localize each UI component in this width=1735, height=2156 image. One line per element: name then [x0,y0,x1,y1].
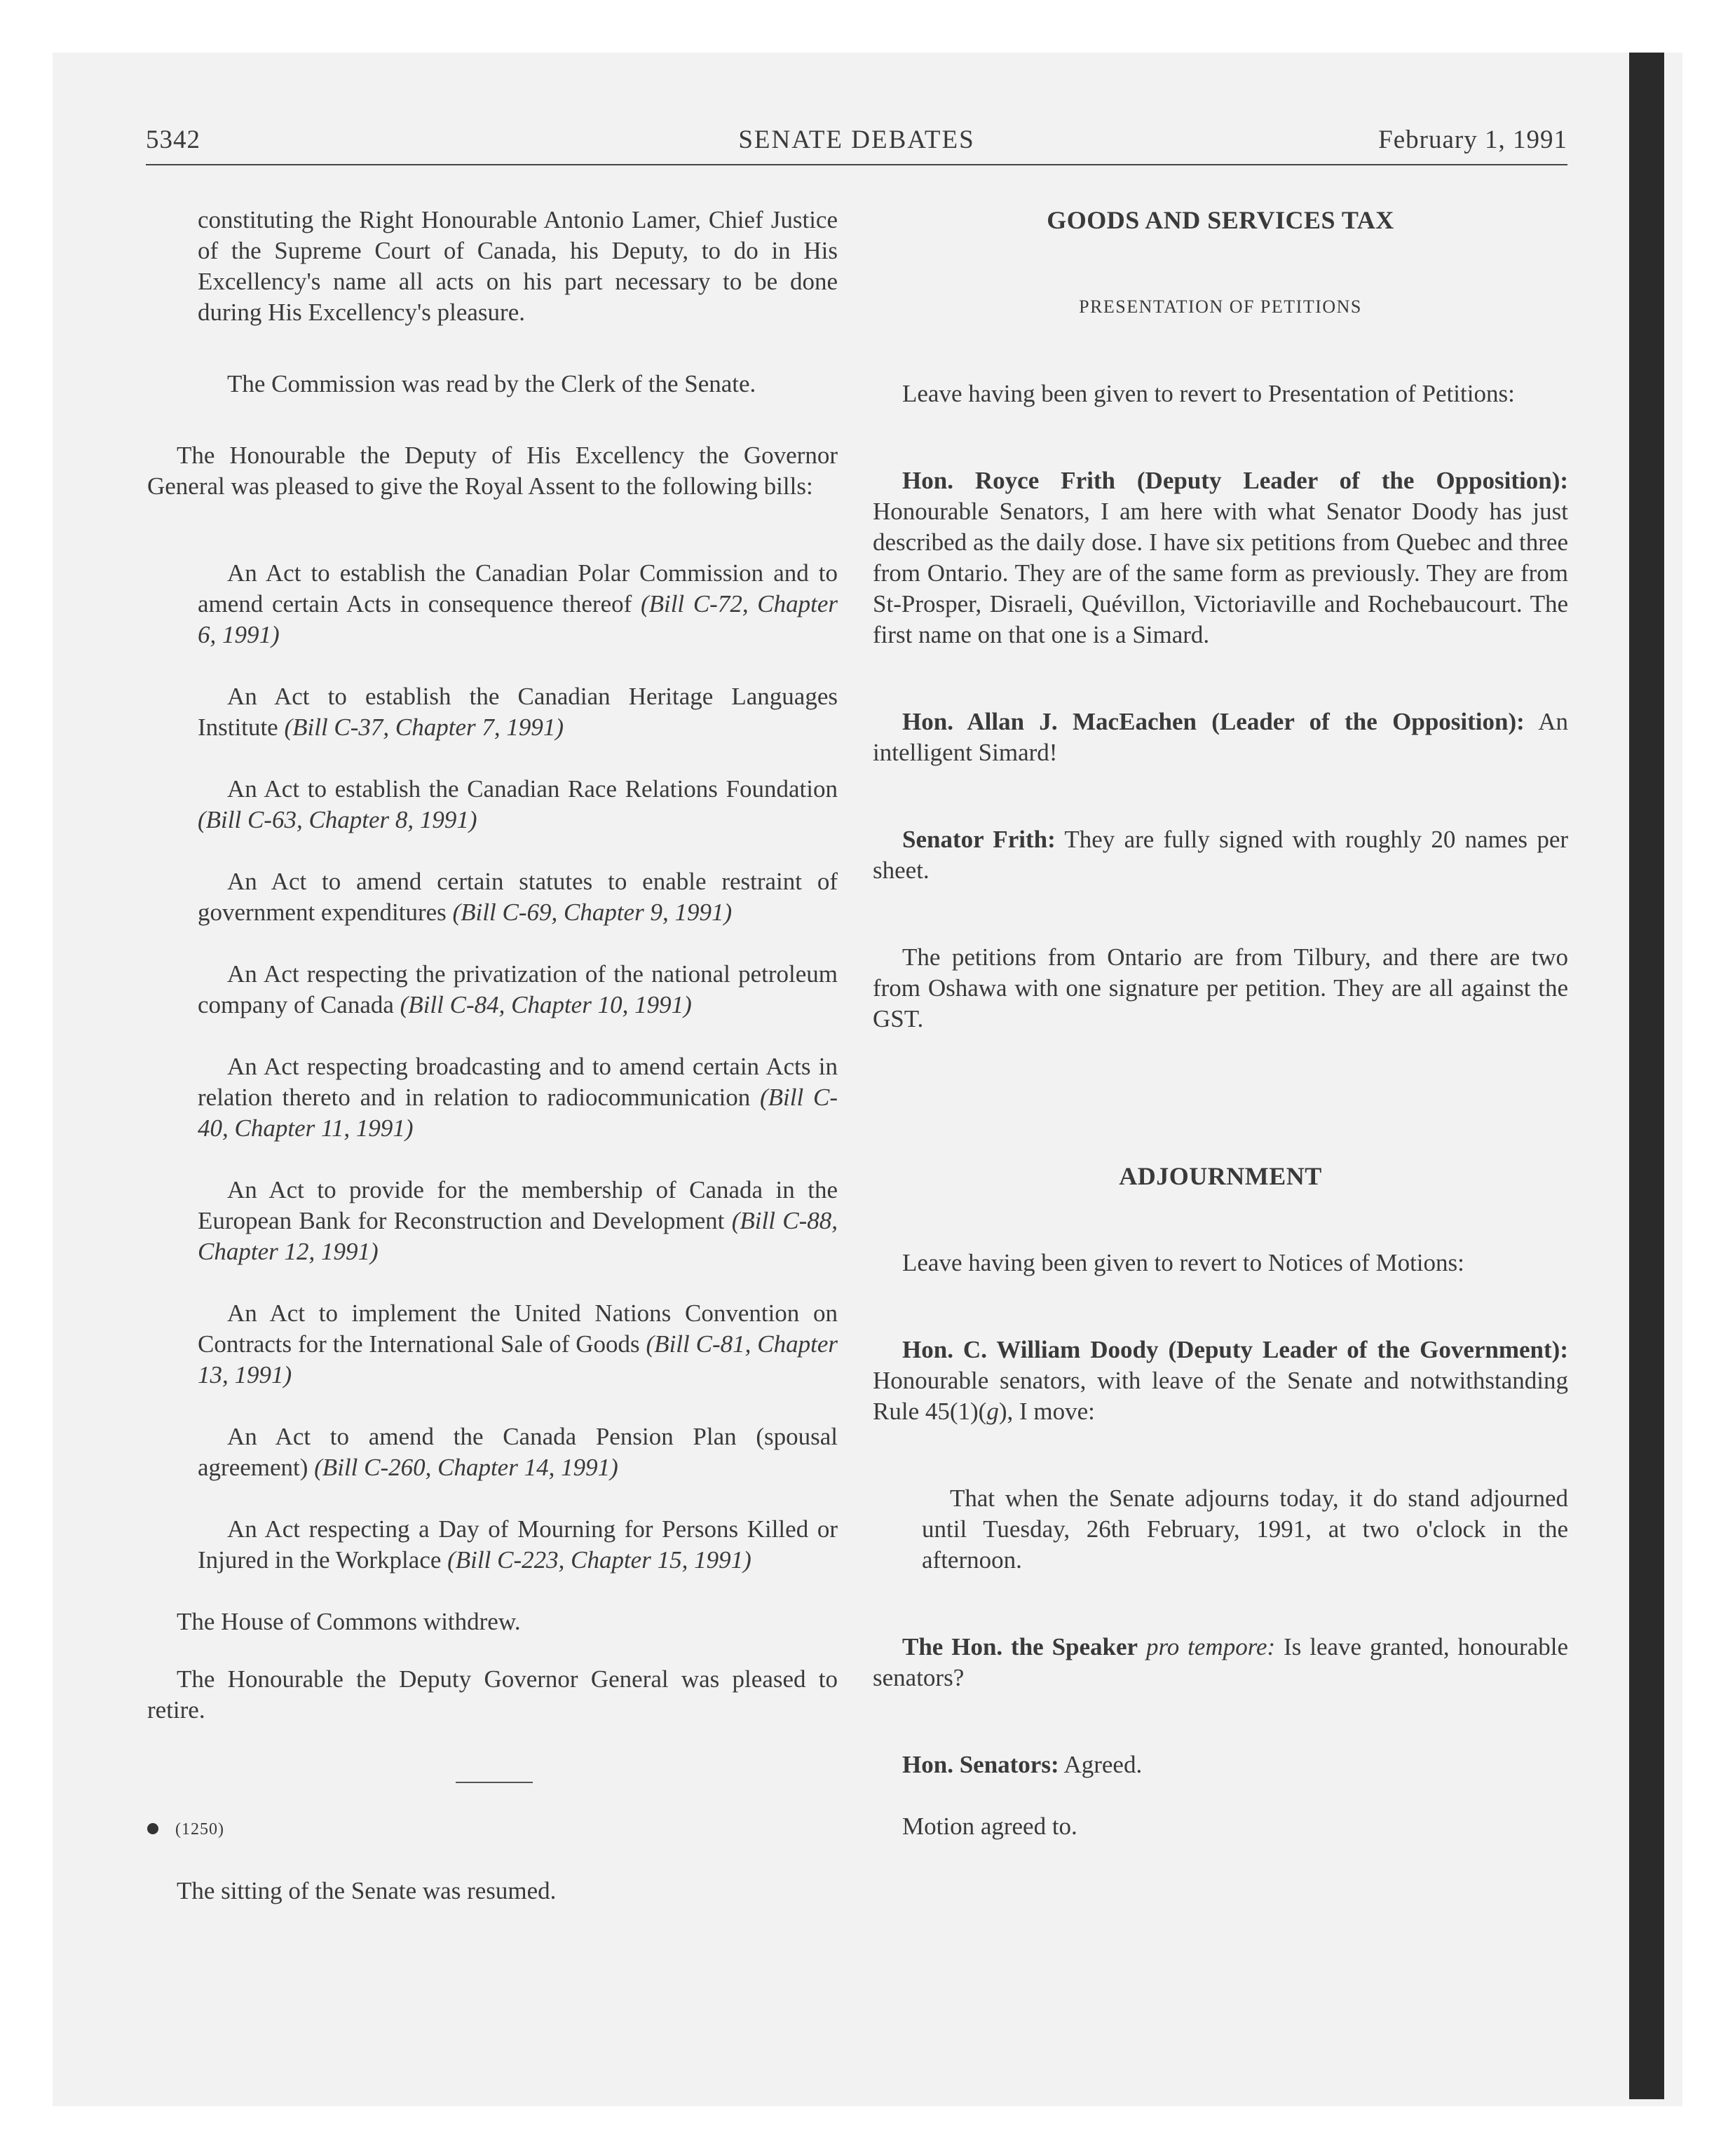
bill-item [198,866,838,928]
speaker-name: Hon. Royce Frith (Deputy Leader of the Opposition): [902,467,1568,494]
statement-text: They are fully signed with roughly 20 names per sheet. [873,826,1569,884]
governor-retire-paragraph: The Honourable the Deputy Governor General was pleased to retire. [147,1665,838,1724]
bill-title: An Act to establish the Canadian Heritage Languages Institute [198,683,838,741]
bill-reference: (Bill C-40, Chapter 11, 1991) [198,1084,838,1142]
bill-title: An Act to implement the United Nations Convention on Contracts for the International Sale of Goods [198,1299,838,1358]
bill-reference: (Bill C-81, Chapter 13, 1991) [198,1330,838,1389]
bill-reference: (Bill C-72, Chapter 6, 1991) [198,590,838,648]
maceachen-statement [873,707,1568,768]
section-subheading-petitions: PRESENTATION OF PETITIONS [1079,296,1362,317]
speaker-name: Senator Frith: [902,826,1056,853]
frith-statement [873,465,1568,650]
bill-title: An Act respecting the privatization of the national petroleum company of Canada [198,960,838,1018]
speaker-name: The Hon. the Speaker [902,1633,1138,1660]
scan-edge-bar [1629,53,1664,2099]
page-number: 5342 [146,125,200,154]
statement-text: Is leave granted, honourable senators? [873,1633,1568,1691]
statement-text-a: Honourable senators, with leave of the Senate and notwithstanding Rule 45(1)( [873,1367,1568,1425]
bill-item [198,1175,838,1267]
statement-text-g: g [986,1398,999,1425]
speaker-name: Hon. Senators: [902,1751,1059,1778]
commission-paragraph: constituting the Right Honourable Antonio Lamer, Chief Justice of the Supreme Court of Canada, his Deputy, to do in His Excellency's name all acts on his part necessary to be done during His Excellency's pleasure. [198,206,838,326]
section-divider [456,1782,533,1783]
statement-text: Agreed. [1059,1751,1143,1778]
commission-read-paragraph: The Commission was read by the Clerk of the Senate. [227,370,756,397]
bill-title: An Act respecting a Day of Mourning for Persons Killed or Injured in the Workplace [198,1515,838,1574]
commons-withdrew-paragraph: The House of Commons withdrew. [177,1608,521,1635]
header-rule [146,164,1567,165]
section-heading-adjournment: ADJOURNMENT [1119,1162,1322,1190]
bullet-icon [147,1823,158,1834]
right-column [873,205,1568,1842]
bill-title: An Act to establish the Canadian Race Relations Foundation [227,775,838,803]
statement-text: Honourable Senators, I am here with what Senator Doody has just described as the daily dose. I have six petitions from Quebec and three from Ontario. They are of the same form as previously. They are from St-Prosper, Disraeli, Quévillon, Victoriaville and Rochebaucourt. The first name on that one is a Simard. [873,498,1568,648]
bill-item [198,959,838,1021]
bill-title: An Act to establish the Canadian Polar Commission and to amend certain Acts in consequence thereof [198,559,838,618]
bill-reference: (Bill C-69, Chapter 9, 1991) [452,899,733,926]
section-heading-gst: GOODS AND SERVICES TAX [1047,206,1394,234]
bill-item [198,1421,838,1483]
left-column [147,205,838,1906]
senators-reply [873,1749,1568,1780]
statement-text-b: ), I move: [998,1398,1095,1425]
page-header [146,125,1567,167]
bill-item [198,1298,838,1391]
royal-assent-paragraph: The Honourable the Deputy of His Excellency the Governor General was pleased to give the Royal Assent to the following bills: [147,442,838,500]
bill-reference: (Bill C-63, Chapter 8, 1991) [198,806,477,833]
bill-title: An Act to amend the Canada Pension Plan (spousal agreement) [198,1423,838,1481]
bill-title: An Act to provide for the membership of Canada in the European Bank for Reconstruction and Development [198,1176,838,1234]
speaker-question [873,1632,1568,1693]
bill-item [198,1514,838,1576]
statement-text: An intelligent Simard! [873,708,1568,766]
bill-reference: (Bill C-88, Chapter 12, 1991) [198,1207,838,1265]
motion-agreed-paragraph: Motion agreed to. [902,1813,1077,1840]
bill-reference: (Bill C-37, Chapter 7, 1991) [284,714,564,741]
petitions-leave-paragraph: Leave having been given to revert to Presentation of Petitions: [902,380,1515,407]
motions-leave-paragraph: Leave having been given to revert to Notices of Motions: [902,1249,1464,1276]
bill-item [198,1051,838,1144]
publication-title: SENATE DEBATES [738,125,975,154]
bill-item [198,774,838,835]
bill-title: An Act respecting broadcasting and to amend certain Acts in relation thereto and in relation to radiocommunication [198,1053,838,1111]
bill-title: An Act to amend certain statutes to enable restraint of government expenditures [198,868,838,926]
frith-reply [873,824,1568,886]
page-date: February 1, 1991 [1378,125,1567,154]
timestamp-label: (1250) [175,1820,224,1838]
sitting-resumed-paragraph: The sitting of the Senate was resumed. [177,1877,557,1904]
speaker-name: Hon. Allan J. MacEachen (Leader of the Opposition): [902,708,1525,735]
speaker-name: Hon. C. William Doody (Deputy Leader of the Government): [902,1336,1568,1363]
speaker-italic: pro tempore: [1138,1633,1276,1660]
bill-item [198,681,838,743]
bill-reference: (Bill C-223, Chapter 15, 1991) [447,1546,751,1574]
bill-reference: (Bill C-84, Chapter 10, 1991) [400,991,692,1018]
motion-quote: That when the Senate adjourns today, it do stand adjourned until Tuesday, 26th February, 1991, at two o'clock in the afternoon. [922,1485,1568,1574]
ontario-petitions-paragraph: The petitions from Ontario are from Tilbury, and there are two from Oshawa with one signature per petition. They are all against the GST. [873,943,1568,1032]
sitting-timestamp [147,1811,838,1845]
bill-item [198,558,838,650]
bill-reference: (Bill C-260, Chapter 14, 1991) [314,1454,618,1481]
bill-list [147,558,838,1576]
doody-statement [873,1335,1568,1427]
